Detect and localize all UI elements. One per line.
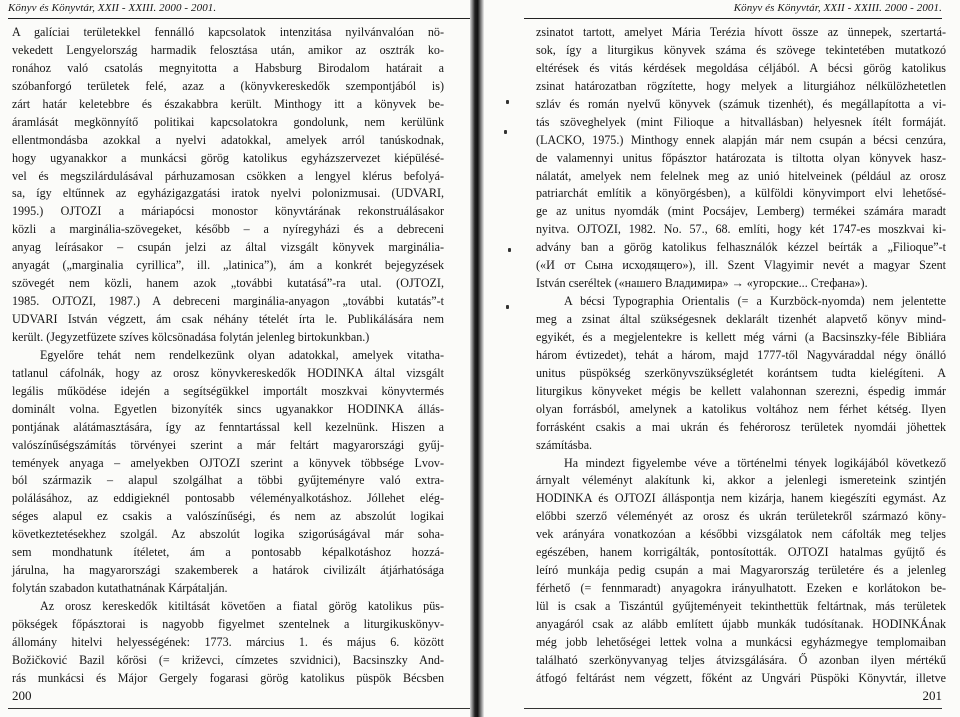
text-line: séges alapul ez csakis a valószínűségi, és nem az abszolút logikai [12, 509, 444, 524]
text-line: egészében, hanem korrigálták, pontosították. OJTOZI hatalmas gyűjtő és [536, 545, 946, 560]
text-line: legális működése idején a segítségükkel importált moszkvai könyvtermés [12, 383, 444, 398]
text-line: temények anyaga – amelyekben OJTOZI szerint a könyvek többsége Lvov- [12, 455, 444, 470]
text-line: anyag leírásakor – csupán jelzi az által vizsgált könyvek marginália- [12, 240, 444, 255]
text-line: előbbi szerző véleményét az orosz és ukrán területekről származó köny- [536, 509, 946, 524]
text-line: sa, így eltűnnek az egyházigazgatási iratok nyelvi polonizmusai. (UDVARI, [12, 186, 444, 201]
footer-rule [8, 708, 470, 709]
text-line: (LACKO, 1975.) Minthogy ennek alapján már nem csupán a bécsi cenzúra, [536, 132, 946, 147]
body-text [536, 24, 946, 688]
scan-speck [506, 100, 509, 104]
text-line: közli a marginália-szövegeket, később – a nyíregyházi és a debreceni [12, 222, 444, 237]
text-line: ge az unitus nyomdák (mint Pocsájev, Lemberg) termékei számára maradt [536, 204, 946, 219]
text-line: UDVARI István végzett, ám csak néhány tételét írta le. Publikálására nem [12, 312, 444, 326]
text-line: tatlanul cáfolnák, hogy az orosz könyvkereskedők HODINKA által vizsgált [12, 365, 444, 380]
text-line: szövegét nem közli, hanem azok „további kutatásá”-ra utal. (OJTOZI, [12, 276, 444, 291]
text-line: átfogó feltárást nem végzett, főként az Ungvári Püspöki Könyvtár, illetve [536, 670, 946, 685]
text-line: árnyalt véleményt alakítunk ki, akkor a jelenlegi ismereteink szintjén [536, 473, 946, 488]
text-line: pontjának alátámasztására, így az fenntartással kell kezelnünk. Hiszen a [12, 419, 444, 434]
text-line: rás munkácsi és Májor Gergely fogarasi görög katolikus püspök Bécsben [12, 670, 444, 685]
text-line: 1995.) OJTOZI a máriapócsi monostor könyvtárának rekonstruálásakor [12, 204, 444, 219]
header-rule [524, 18, 942, 19]
text-line: («И от Сына исходящего»), ill. Szent Vlagyimir nevét a magyar Szent [536, 258, 946, 273]
text-line: ronához való csatolás megnyitotta a Habsburg Birodalom határait a [12, 60, 444, 75]
text-line: hogy ugyanakkor a munkácsi görög katolikus egyházszervezet kiépülésé- [12, 150, 444, 165]
text-line: advány ban a görög katolikus felhasználók kézzel beírták a „Filioque”-t [536, 240, 946, 255]
text-line: meg a zsinat által szükségesnek deklarált tizenhét alapvető könyv mind- [536, 312, 946, 326]
text-line: vekedett Lengyelország harmadik felosztása után, amikor az osztrák ko- [12, 42, 444, 57]
text-line: áramlását megkönnyítő politikai kapcsolatokra gondolunk, nem kerülünk [12, 114, 444, 129]
text-line: ból származik – alapul szolgálhat a többi gyűjteményre való extra- [12, 473, 444, 488]
page-number: 201 [922, 688, 942, 703]
text-line: 1985. OJTOZI, 1987.) A debreceni marginália-anyagon „további kutatás”-t [12, 294, 444, 309]
text-line: vek arányára vonatkozóan a későbbi vizsgálatok nem cáfolták meg teljes [536, 527, 946, 542]
text-line: dominált volna. Egyetlen bizonyíték sincs ugyanakkor HODINKA állás- [12, 401, 444, 416]
text-line: férhető (= fennmaradt) anyagokra irányulhatott. Ezeken e korlátokon be- [536, 581, 946, 596]
text-line: folytán szabadon kutathatnának Kárpátalján. [12, 581, 228, 596]
text-line: HODINKA és OJTOZI álláspontja nem kizárja, hanem kiegészíti egymást. Az [536, 491, 946, 506]
running-head: Könyv és Könyvtár, XXII - XXIII. 2000 - 2001. [8, 2, 217, 14]
text-line: zárt határ keletebbre és északabbra került. Minthogy itt a könyvek be- [12, 96, 444, 111]
text-line: zsinat határozatban rögzítette, hogy melyek a liturgiához nélkülözhetetlen [536, 78, 946, 93]
text-line: eltérések és vitás kérdések megoldása céljából. A bécsi görög katolikus [536, 60, 946, 75]
text-line: A galíciai területekkel fennálló kapcsolatok intenzitása nyilvánvalóan nö- [12, 25, 444, 39]
text-line: állomány hitelvi helyességének: 1773. március 1. és május 6. között [12, 634, 444, 649]
body-text [12, 24, 444, 688]
text-line: zsinatot tartott, amelyet Mária Terézia hívott össze az ünnepek, szertartá- [536, 25, 946, 39]
text-line: valószínűségszámítás törvényei szerint a már feltárt magyarországi gyűj- [12, 437, 444, 452]
left-page [0, 0, 470, 717]
scan-speck [504, 130, 507, 134]
text-line: polálásához, az eddigieknél pontosabb véleményalkotáshoz. Jóllehet elég- [12, 491, 444, 506]
text-line: liturgikus könyveket mégis be kellett valahonnan szerezni, éspedig immár [536, 383, 946, 398]
text-line: számításba. [536, 437, 593, 452]
text-line: három évtizedet), tehát a három, majd 1777-től Nagyváraddal négy önálló [536, 347, 946, 362]
text-line: anyagáról csak az alább említett újabb munkák tudósítanak. HODINKÁnak [536, 616, 946, 631]
text-line: szláv és román nyelvű könyvek (számuk tizenhét), és megállapította a vi- [536, 96, 946, 111]
text-line: egyikét, és a megjelentekre is kellett még várni (a Bacsinszky-féle Bibliára [536, 329, 946, 344]
text-line: A bécsi Typographia Orientalis (= a Kurzböck-nyomda) nem jelentette [564, 294, 946, 309]
text-line: Ha mindezt figyelembe véve a történelmi tények logikájából következő [564, 455, 946, 470]
text-line: István cseréltek («нашего Владимира» → «угорскиe... Стефана»). [536, 276, 868, 291]
text-line: még jobb lehetőségei lettek volna a munkácsi egyházmegye templomaiban [536, 634, 946, 649]
text-line: leíró munkája pedig csupán a mai Magyarország területére és a jelenleg [536, 563, 946, 578]
text-line: ellentmondásba azokkal a nyelvi adatokkal, amelyek arról tanúskodnak, [12, 132, 444, 147]
text-line: forrásként csakis a mai ukrán és fehérorosz területek nyomdái jöhettek [536, 419, 946, 434]
text-line: szóbanforgó területek felé, azaz a (könyvkereskedők szempontjából is) [12, 78, 444, 93]
scan-speck [508, 248, 511, 252]
header-rule [8, 18, 470, 19]
text-line: vel és megszilárdulásával párhuzamosan csökken a lengyel klérus befolyá- [12, 168, 444, 183]
text-line: unitus püspökség szerkönyvszükségletét korántsem tudta kielégíteni. A [536, 365, 946, 380]
right-page [484, 0, 960, 717]
text-line: található szerkönyvanyag teljes átvizsgálására. Ő azonban ilyen mértékű [536, 652, 946, 667]
text-line: sem mondhatunk ítéletet, ám a pontosabb képalkotáshoz hozzá- [12, 545, 444, 560]
page-number: 200 [12, 688, 32, 703]
text-line: pökségek főpásztorai is nagyobb figyelmet szentelnek a liturgikuskönyv- [12, 616, 444, 631]
text-line: következtetésekhez szolgál. Az abszolút logika szigorúságával már soha- [12, 527, 444, 542]
book-gutter [470, 0, 484, 717]
text-line: sok, így a liturgikus könyvek száma és szövege tekintetében mutatkozó [536, 42, 946, 57]
footer-rule [524, 708, 942, 709]
text-line: olyan forrásból, amelynek a katolikus voltához nem férhet kétség. Ilyen [536, 401, 946, 416]
text-line: nyitva. OJTOZI, 1982. No. 57., 68. említi, hogy két 1747-es moszkvai ki- [536, 222, 946, 237]
scan-speck [506, 305, 509, 309]
text-line: tás szöveghelyek (mint Filioque a hitvallásban) helyesnek ítélt formáját. [536, 114, 946, 129]
text-line: Egyelőre tehát nem rendelkezünk olyan adatokkal, amelyek vitatha- [40, 347, 444, 362]
text-line: lül is csak a Tiszántúl gyűjteményeit tekinthettük feltártnak, más területek [536, 599, 946, 613]
text-line: nálatát, amelyek nem felelnek meg az unió hitelveinek (például az orosz [536, 168, 946, 183]
text-line: került. (Jegyzetfüzete szíves kölcsönadása folytán jelenleg birtokunkban.) [12, 329, 370, 344]
text-line: Božičković Bazil kőrösi (= križevci, címzetes szvidnici), Bacsinszky And- [12, 652, 444, 667]
text-line: patriarchát említik a könyörgésben), a külföldi könyvimport elvi lehetősé- [536, 186, 946, 201]
text-line: Az orosz kereskedők kitiltását követően a fiatal görög katolikus püs- [40, 599, 444, 613]
text-line: anyagát („marginalia cyrillica”, ill. „latinica”), ám a konkrét bejegyzések [12, 258, 444, 273]
text-line: járulna, ha magyarországi szakemberek a határok civilizált átjárhatósága [12, 563, 444, 578]
running-head: Könyv és Könyvtár, XXII - XXIII. 2000 - 2001. [733, 2, 942, 14]
text-line: de valamennyi unitus főpásztor határozata is tiltotta olyan könyvek hasz- [536, 150, 946, 165]
